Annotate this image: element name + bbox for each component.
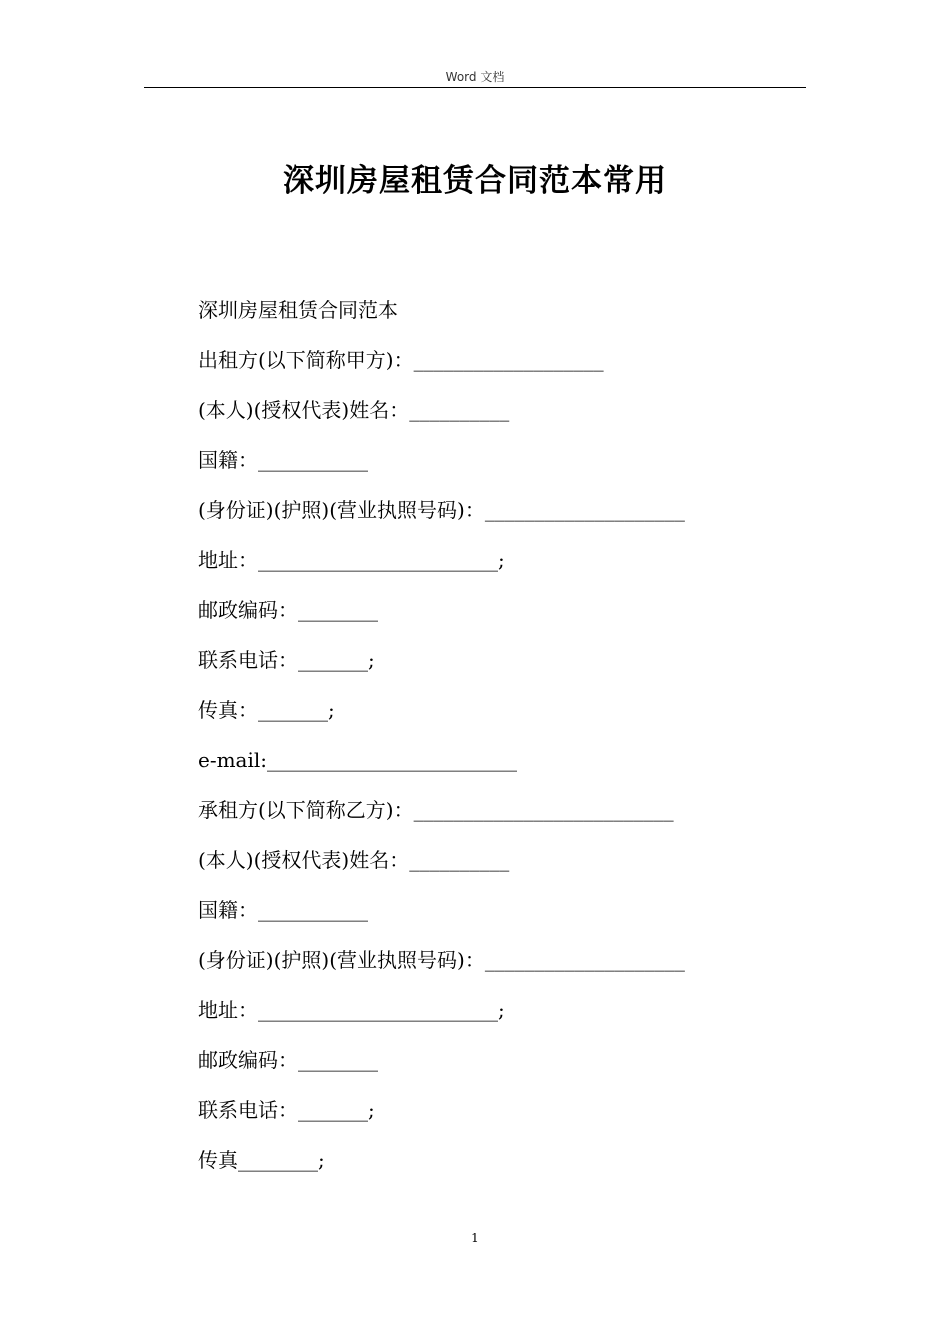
lessee-postcode-line: 邮政编码：________ (198, 1048, 378, 1072)
page-header: Word 文档 (445, 70, 505, 84)
lessee-line: 承租方(以下简称乙方)：__________________________ (198, 798, 674, 822)
contract-heading: 深圳房屋租赁合同范本 (198, 298, 398, 322)
page-number: 1 (471, 1231, 479, 1245)
lessor-postcode-line: 邮政编码：________ (198, 598, 378, 622)
lessee-phone-line: 联系电话：_______; (198, 1098, 375, 1122)
lessee-id-line: (身份证)(护照)(营业执照号码)：____________________ (198, 948, 685, 972)
lessee-representative-line: (本人)(授权代表)姓名：__________ (198, 848, 510, 872)
document-title: 深圳房屋租赁合同范本常用 (283, 163, 667, 199)
lessor-fax-line: 传真：_______; (198, 698, 335, 722)
lessor-nationality-line: 国籍：___________ (198, 448, 368, 472)
lessor-phone-line: 联系电话：_______; (198, 648, 375, 672)
header-divider (144, 87, 806, 88)
lessor-line: 出租方(以下简称甲方)：___________________ (198, 348, 604, 372)
lessee-fax-line: 传真________; (198, 1148, 325, 1172)
lessee-nationality-line: 国籍：___________ (198, 898, 368, 922)
lessor-id-line: (身份证)(护照)(营业执照号码)：____________________ (198, 498, 685, 522)
document-body (198, 295, 808, 1195)
lessor-address-line: 地址：________________________; (198, 548, 505, 572)
lessor-representative-line: (本人)(授权代表)姓名：__________ (198, 398, 510, 422)
lessee-address-line: 地址：________________________; (198, 998, 505, 1022)
lessor-email-line: e-mail:_________________________ (198, 748, 518, 772)
